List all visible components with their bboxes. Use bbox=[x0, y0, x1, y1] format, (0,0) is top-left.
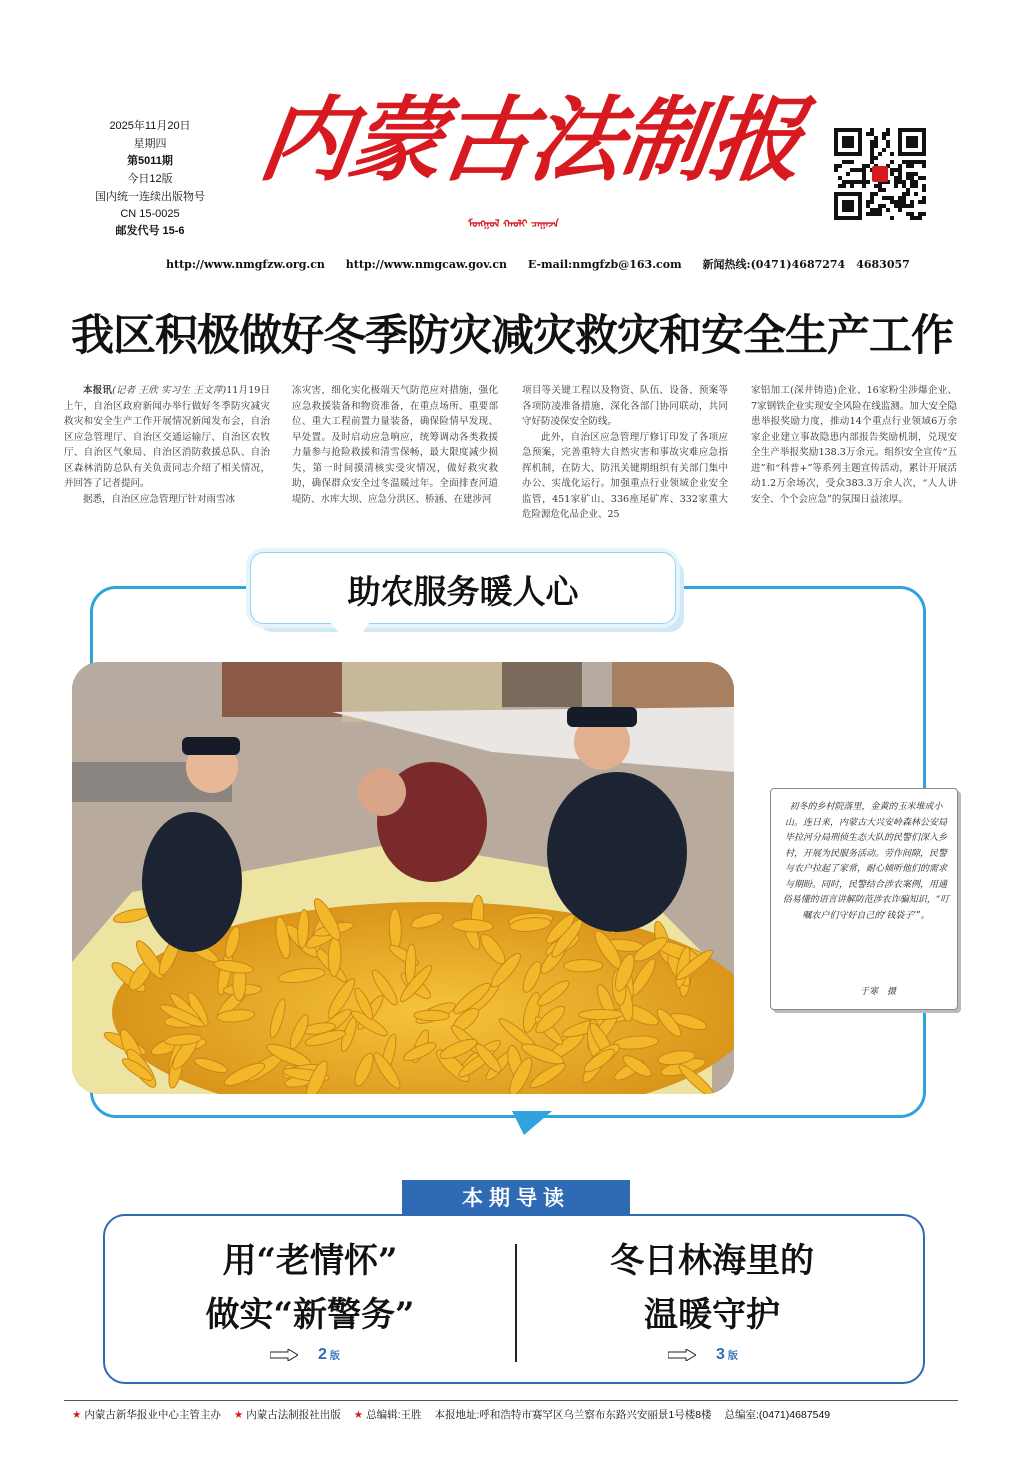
feature-photo[interactable] bbox=[72, 662, 734, 1094]
article-paragraph: 项目等关键工程以及物资、队伍、设备、预案等各项防凌准备措施，深化各部门协同联动，共同守好防凌保安全防线。 bbox=[522, 385, 728, 427]
newspaper-logo bbox=[246, 80, 816, 210]
article-paragraph: 冻灾害，细化实化极端天气防范应对措施，强化应急救援装备和物资准备，在重点场所、重要部位、重大工程前置力量装备，确保险情早发现、早处置。及时启动应急响应，统筹调动各类救援力量参与抢险救援和清雪保畅，最大限度减少损失，第一时间摸清核实受灾情况，做好救灾救助，确保群众安全过冬温暖过年。全面排查河道堤防、水库大坝、应急分洪区、桥涵、在建涉河 bbox=[292, 385, 498, 505]
mongolian-title: ᠮᠣᠩᠭᠣᠯ ᠬᠠᠤᠯᠢ ᠴᠠᠭᠠᠵᠠ bbox=[468, 219, 559, 230]
article-paragraph: 11月19日上午，自治区政府新闻办举行做好冬季防灾减灾救灾和安全生产工作开展情况新闻发布会，自治区应急管理厅、自治区交通运输厅、自治区农牧厅、自治区气象局、自治区消防救援总队、自治区森林消防总队有关负责同志介绍了相关情况，并回答了记者提问。 bbox=[64, 385, 270, 489]
guide-item-line1: 冬日林海里的 bbox=[610, 1241, 814, 1281]
main-headline[interactable]: 我区积极做好冬季防灾减灾救灾和安全生产工作 bbox=[71, 311, 953, 361]
logo-text: 内蒙古法制报 bbox=[253, 86, 809, 194]
guide-tab: 本期导读 bbox=[402, 1180, 630, 1216]
footer-address: 本报地址:呼和浩特市赛罕区乌兰察布东路兴安丽景1号楼8楼 bbox=[434, 1409, 712, 1421]
page-count: 今日12版 bbox=[127, 172, 173, 185]
article-column-4 bbox=[751, 383, 957, 523]
guide-item-right[interactable] bbox=[532, 1234, 892, 1342]
article-column-2 bbox=[292, 383, 498, 523]
website-link-2[interactable]: http://www.nmgcaw.gov.cn bbox=[345, 258, 508, 271]
article-column-1 bbox=[64, 383, 270, 523]
footer-sponsor: 内蒙古新华报业中心主管主办 bbox=[84, 1409, 221, 1421]
article-byline: (记者 王欣 实习生 王文萍) bbox=[112, 385, 227, 396]
page-suffix: 版 bbox=[727, 1351, 738, 1362]
cn-number: CN 15-0025 bbox=[120, 207, 180, 220]
footer-rule bbox=[64, 1400, 958, 1401]
lead-article bbox=[64, 383, 961, 523]
issue-weekday: 星期四 bbox=[133, 137, 167, 150]
guide-item-line2: 温暖守护 bbox=[644, 1295, 780, 1335]
guide-page-link-left[interactable] bbox=[270, 1346, 340, 1364]
photo-caption: 初冬的乡村院落里，金黄的玉米堆成小山。连日来，内蒙古大兴安岭森林公安局毕拉河分局刑侦生态大队的民警们深入乡村，开展为民服务活动。劳作间隙，民警与农户拉起了家常，耐心倾听他们的需求与期盼。同时，民警结合涉农案例，用通俗易懂的语言讲解防范涉农诈骗知识，“叮嘱农户们守好自己的‘钱袋子’”。 bbox=[782, 802, 950, 921]
photo-illustration bbox=[72, 662, 734, 1094]
feature-title[interactable]: 助农服务暖人心 bbox=[347, 572, 579, 611]
star-icon: ★ bbox=[353, 1409, 364, 1421]
issue-number: 第5011期 bbox=[127, 155, 173, 167]
guide-page-link-right[interactable] bbox=[668, 1346, 738, 1364]
issue-date: 2025年11月20日 bbox=[109, 120, 191, 132]
contact-bar bbox=[166, 256, 926, 272]
postal-code: 邮发代号 15-6 bbox=[115, 225, 185, 237]
frame-tail-decoration bbox=[512, 1111, 552, 1135]
star-icon: ★ bbox=[233, 1409, 244, 1421]
arrow-right-icon bbox=[668, 1349, 696, 1361]
news-hotline: 新闻热线:(0471)4687274 4683057 bbox=[702, 258, 910, 271]
footer-office: 总编室:(0471)4687549 bbox=[724, 1409, 831, 1421]
footer-editor: 总编辑:王胜 bbox=[366, 1409, 422, 1421]
article-lead-label: 本报讯 bbox=[83, 385, 113, 396]
page-number: 2 bbox=[318, 1346, 327, 1363]
website-link-1[interactable]: http://www.nmgfzw.org.cn bbox=[166, 258, 325, 271]
footer bbox=[72, 1407, 962, 1422]
email-link[interactable]: E-mail:nmgfzb@163.com bbox=[527, 258, 682, 271]
guide-divider bbox=[515, 1244, 517, 1362]
article-paragraph: 家铝加工(深井铸造)企业、16家粉尘涉爆企业、7家钢铁企业实现安全风险在线监测。加大安全隐患举报奖励力度，推动14个重点行业领域6万余家企业建立事故隐患内部报告奖励机制，兑现安全生产举报奖励138.3万余元。组织安全宣传“五进”和“科普+”等系列主题宣传活动，累计开展活动1.2万余场次，受众383.3万余人次，“人人讲安全、个个会应急”的氛围日益浓厚。 bbox=[751, 385, 957, 505]
page-number: 3 bbox=[716, 1346, 725, 1363]
serial-label: 国内统一连续出版物号 bbox=[95, 190, 205, 203]
guide-item-line1: 用“老情怀” bbox=[222, 1241, 398, 1281]
article-column-3 bbox=[522, 383, 728, 523]
article-paragraph: 据悉，自治区应急管理厅针对雨雪冰 bbox=[83, 493, 236, 505]
page-suffix: 版 bbox=[329, 1351, 340, 1362]
qr-code-icon[interactable] bbox=[834, 128, 926, 220]
star-icon: ★ bbox=[72, 1409, 82, 1421]
arrow-right-icon bbox=[270, 1349, 298, 1361]
guide-item-line2: 做实“新警务” bbox=[205, 1295, 415, 1335]
footer-publisher: 内蒙古法制报社出版 bbox=[246, 1409, 341, 1421]
issue-info bbox=[80, 118, 220, 241]
qr-code-graphic bbox=[834, 128, 926, 220]
article-paragraph: 此外，自治区应急管理厅修订印发了各项应急预案，完善重特大自然灾害和事故灾难应急指挥机制，在防大、防汛关键期组织有关部门集中办公、实战化运行。加强重点行业领域企业安全监管，451家矿山、336座尾矿库、332家重大危险源危化品企业、25 bbox=[522, 431, 728, 520]
guide-item-left[interactable] bbox=[130, 1234, 490, 1342]
photo-credit: 于寒 摄 bbox=[860, 987, 897, 997]
